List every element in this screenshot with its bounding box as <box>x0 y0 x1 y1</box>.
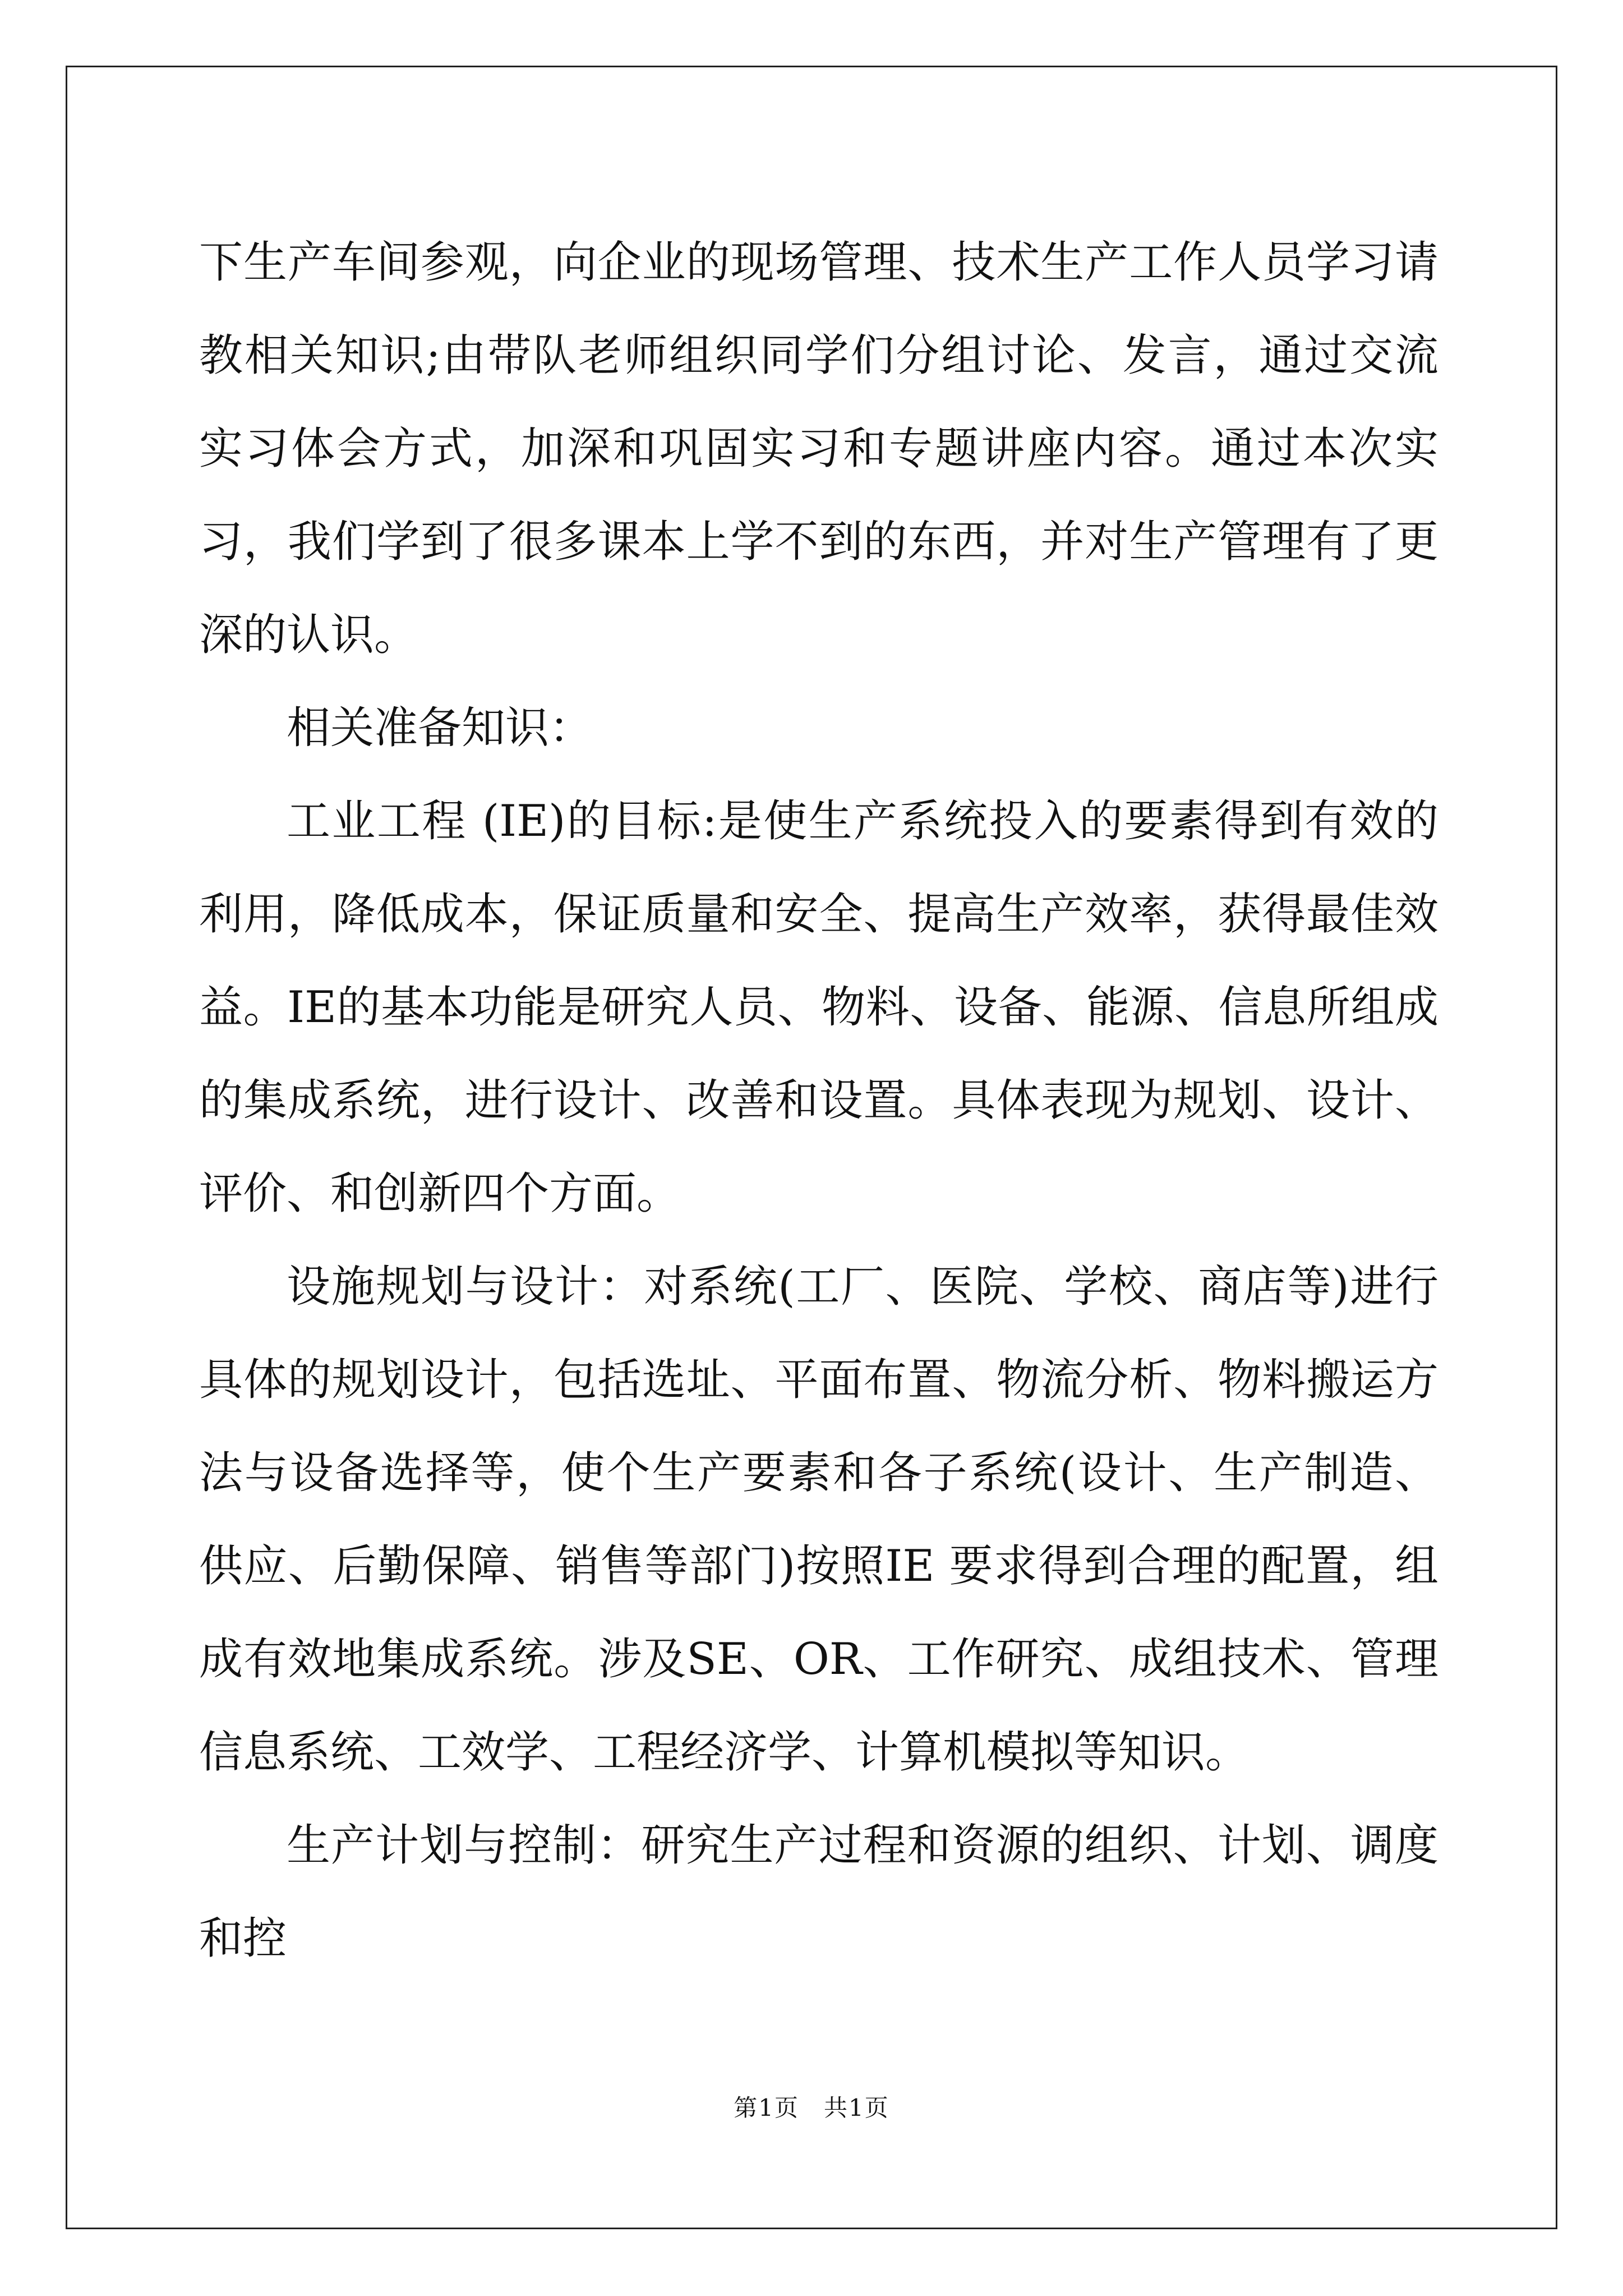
paragraph-3: 工业工程 (IE)的目标:是使生产系统投入的要素得到有效的利用，降低成本，保证质量和安全、提高生产效率，获得最佳效益。IE的基本功能是研究人员、物料、设备、能源、信息所组成的集成系统，进行设计、改善和设置。具体表现为规划、设计、评价、和创新四个方面。 <box>199 796 1438 1219</box>
document-body <box>199 216 1438 1985</box>
paragraph-4: 设施规划与设计：对系统(工厂、医院、学校、商店等)进行具体的规划设计，包括选址、平面布置、物流分析、物料搬运方法与设备选择等，使个生产要素和各子系统(设计、生产制造、供应、后勤保障、销售等部门)按照IE 要求得到合理的配置，组成有效地集成系统。涉及SE、OR、工作研究、成组技术、管理信息系统、工效学、工程经济学、计算机模拟等知识。 <box>199 1262 1438 1778</box>
paragraph-5: 生产计划与控制：研究生产过程和资源的组织、计划、调度和控 <box>199 1820 1438 1964</box>
paragraph-2-heading: 相关准备知识： <box>287 703 593 753</box>
page-footer: 第1页 共1页 <box>734 2094 889 2122</box>
paragraph-1: 下生产车间参观，向企业的现场管理、技术生产工作人员学习请教相关知识;由带队老师组织同学们分组讨论、发言，通过交流实习体会方式，加深和巩固实习和专题讲座内容。通过本次实习，我们学到了很多课本上学不到的东西，并对生产管理有了更深的认识。 <box>199 237 1438 660</box>
